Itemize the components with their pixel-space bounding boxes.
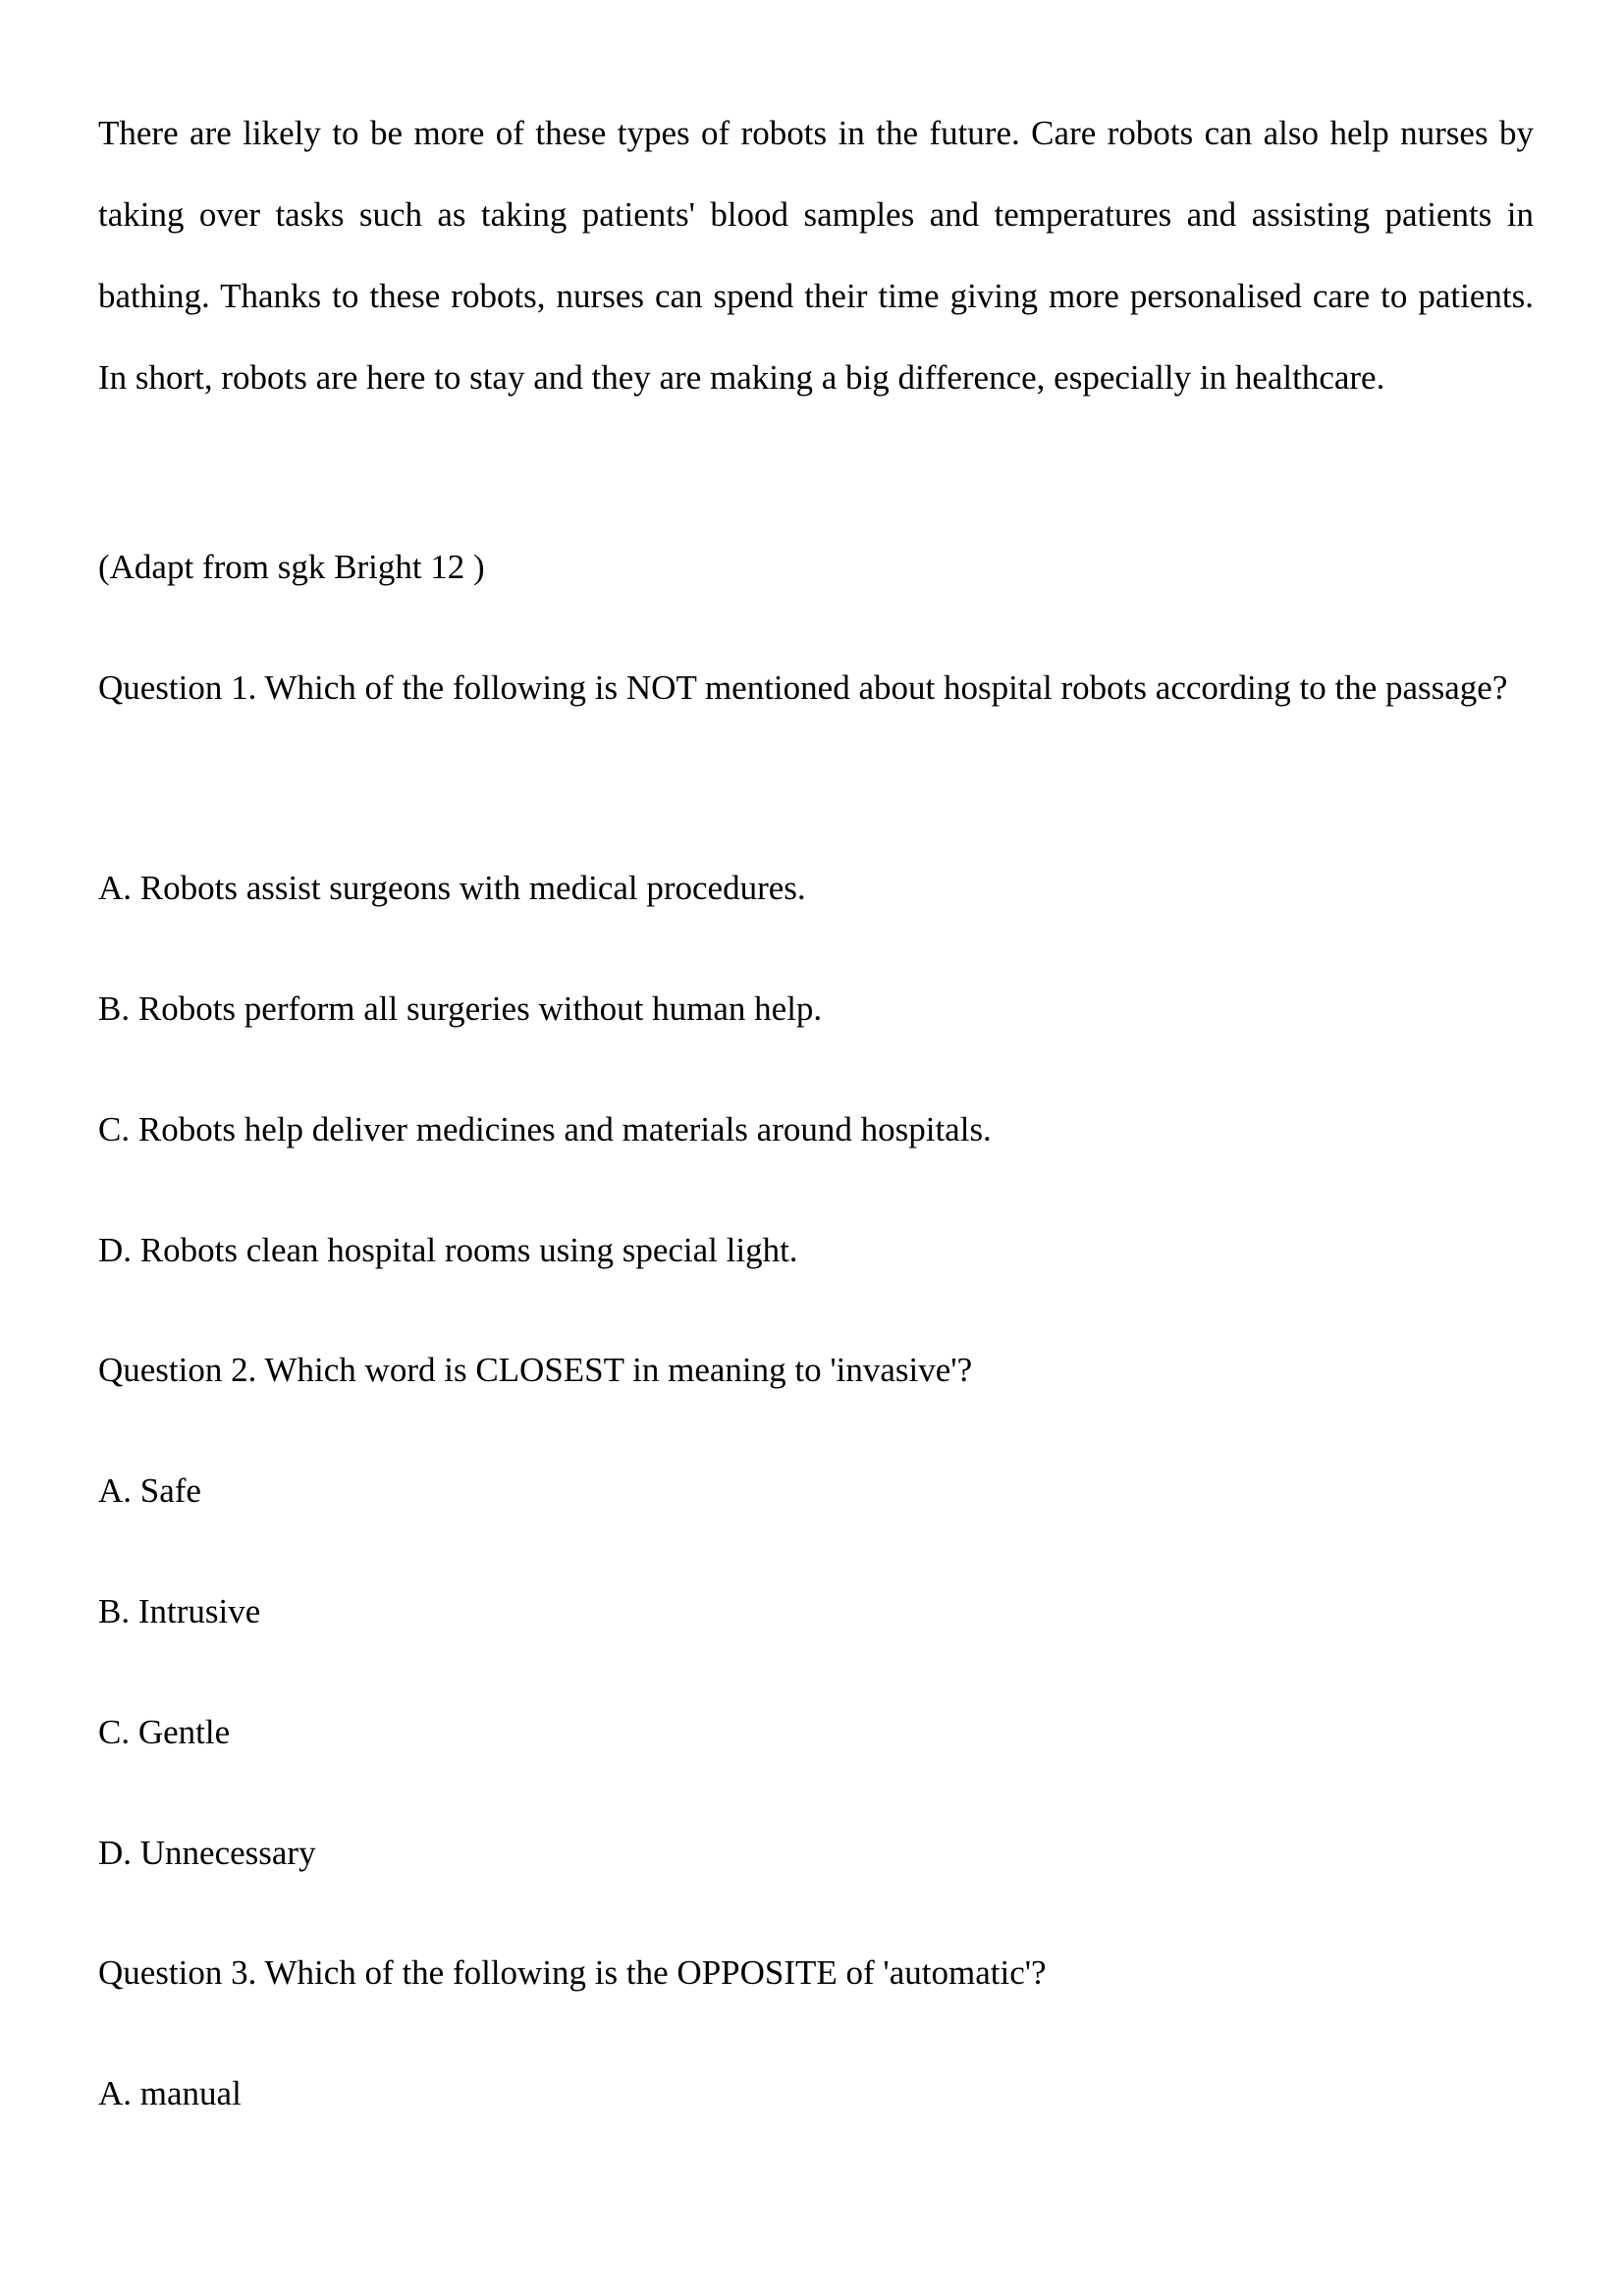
question-2-prompt: Question 2. Which word is CLOSEST in meaning to 'invasive'?	[98, 1351, 973, 1389]
question-2-option-d: D. Unnecessary	[98, 1834, 316, 1872]
question-2-option-a: A. Safe	[98, 1471, 201, 1510]
question-1-option-d: D. Robots clean hospital rooms using special light.	[98, 1231, 798, 1269]
question-2-option-c: C. Gentle	[98, 1713, 231, 1751]
question-3-prompt: Question 3. Which of the following is the OPPOSITE of 'automatic'?	[98, 1953, 1047, 1992]
question-1-prompt: Question 1. Which of the following is NOT mentioned about hospital robots according to the passage?	[98, 668, 1508, 707]
question-1-option-c: C. Robots help deliver medicines and materials around hospitals.	[98, 1110, 992, 1148]
source-note: (Adapt from sgk Bright 12 )	[98, 548, 485, 586]
question-3-option-a: A. manual	[98, 2074, 242, 2112]
question-1-option-b: B. Robots perform all surgeries without human help.	[98, 989, 823, 1028]
question-2-option-b: B. Intrusive	[98, 1592, 261, 1630]
question-1-option-a: A. Robots assist surgeons with medical procedures.	[98, 869, 806, 907]
passage-paragraph: There are likely to be more of these types of robots in the future. Care robots can also help nurses by taking over tasks such as taking patients' blood samples and temperatures and assisting patients in bathing. Thanks to these robots, nurses can spend their time giving more personalised care to patients. In short, robots are here to stay and they are making a big difference, especially in healthcare.	[98, 114, 1534, 397]
